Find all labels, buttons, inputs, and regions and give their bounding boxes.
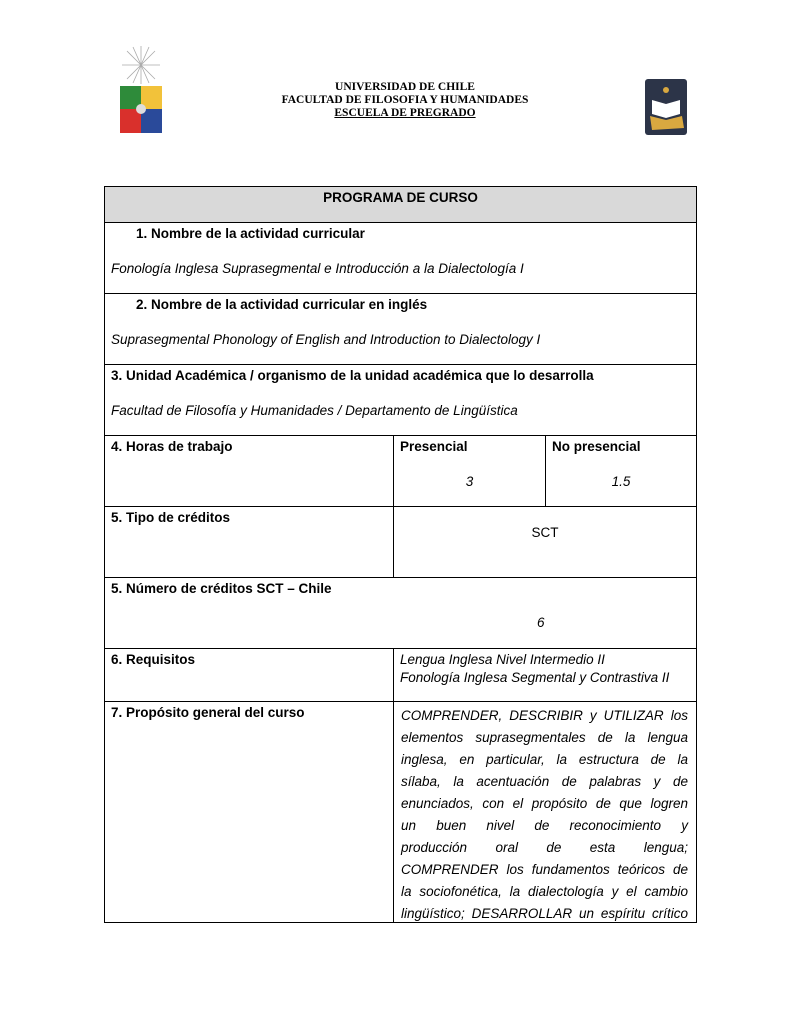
no-presencial-label: No presencial [552,439,641,454]
purpose-line: enunciados, con el propósito de que logren [401,796,688,811]
row-label: 4. Horas de trabajo [111,439,233,454]
row-value: Facultad de Filosofía y Humanidades / Departamento de Lingüística [111,403,518,418]
no-presencial-value: 1.5 [611,474,631,489]
purpose-line: producción oral de esta lengua; [401,840,688,855]
school-name: ESCUELA DE PREGRADO [334,107,476,119]
faculty-name: FACULTAD DE FILOSOFIA Y HUMANIDADES [281,94,529,106]
row-label: 5. Tipo de créditos [111,510,231,525]
row-label: 1. Nombre de la actividad curricular [136,226,365,241]
no-presencial-cell [545,435,697,507]
row-value: 6 [537,615,545,630]
purpose-line: COMPRENDER los fundamentos teóricos de [401,862,688,877]
requirement-item: Lengua Inglesa Nivel Intermedio II [400,652,605,667]
purpose-line: lingüístico; DESARROLLAR un espíritu crítico [401,906,688,921]
purpose-line: COMPRENDER, DESCRIBIR y UTILIZAR los [401,708,688,723]
credit-type-value-cell [393,506,697,578]
row-value: Fonología Inglesa Suprasegmental e Introducción a la Dialectología I [111,261,524,276]
purpose-line: un buen nivel de reconocimiento y [401,818,688,833]
purpose-value-cell [393,701,697,923]
purpose-line: elementos suprasegmentales de la lengua [401,730,688,745]
university-name: UNIVERSIDAD DE CHILE [335,81,475,93]
table-title: PROGRAMA DE CURSO [323,190,478,205]
purpose-text [401,705,688,925]
row-label: 7. Propósito general del curso [111,705,305,720]
row-label: 3. Unidad Académica / organismo de la unidad académica que lo desarrolla [111,368,594,383]
purpose-line: sílaba, la acentuación de palabras y de [401,774,688,789]
row-credit-type-label [104,506,394,578]
row-course-name-english [104,293,697,365]
presencial-value: 3 [465,474,474,489]
row-requirements-label [104,648,394,702]
requirement-item: Fonología Inglesa Segmental y Contrastiva II [400,670,670,685]
row-purpose-label [104,701,394,923]
row-value: SCT [531,525,559,540]
row-academic-unit [104,364,697,436]
table-title-row [104,186,697,223]
requirements-value-cell [393,648,697,702]
row-label: 6. Requisitos [111,652,196,667]
faculty-emblem-logo [644,78,688,136]
university-crest-logo [116,44,166,136]
purpose-line: la sociofonética, la dialectología y el cambio [401,884,688,899]
row-label: 5. Número de créditos SCT – Chile [111,581,332,596]
purpose-line: inglesa, en particular, la estructura de la [401,752,688,767]
row-course-name [104,222,697,294]
presencial-cell [393,435,546,507]
row-work-hours-label [104,435,394,507]
row-credit-number [104,577,697,649]
row-label: 2. Nombre de la actividad curricular en inglés [136,297,428,312]
row-value: Suprasegmental Phonology of English and Introduction to Dialectology I [111,332,541,347]
presencial-label: Presencial [400,439,468,454]
institution-header [250,81,560,120]
